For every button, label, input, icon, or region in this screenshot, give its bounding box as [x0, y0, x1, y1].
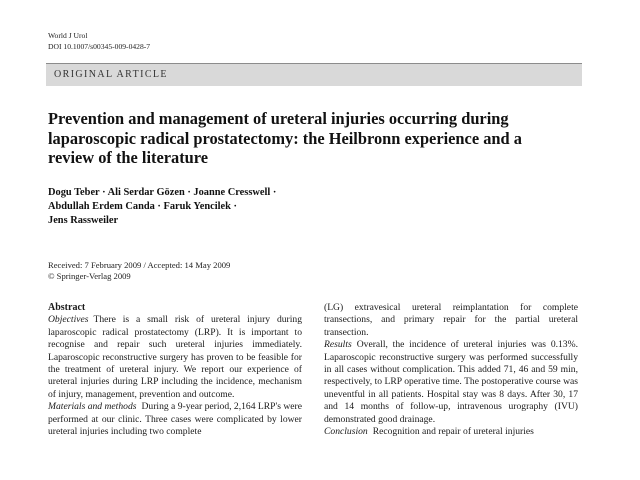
abstract-objectives — [48, 314, 302, 401]
results-label: Results — [324, 339, 352, 351]
objectives-text: There is a small risk of ureteral injury during laparoscopic radical prostatectomy (LRP). It is important to recognise and repair such ureteral injuries immediately. Laparoscopic reconstructive surgery has proven to be feasible for the treatment of ureteral injury. We report our experience of ureteral injuries during LRP including the incidence, mechanism of injury, management, prevention and outcome. — [48, 314, 302, 400]
article-history — [48, 260, 230, 282]
abstract-methods — [48, 401, 302, 438]
abstract-conclusion — [324, 426, 578, 438]
author-list — [48, 186, 408, 228]
methods-label: Materials and methods — [48, 401, 137, 413]
conclusion-text: Recognition and repair of ureteral injuries — [372, 426, 534, 438]
copyright-notice: © Springer-Verlag 2009 — [48, 271, 131, 281]
authors-line-1: Dogu Teber · Ali Serdar Gözen · Joanne Cresswell · — [48, 187, 277, 198]
conclusion-label: Conclusion — [324, 426, 368, 438]
journal-name: World J Urol — [48, 31, 88, 40]
results-text: Overall, the incidence of ureteral injuries was 0.13%. Laparoscopic reconstructive surgery was performed successfully in all cases without complication. This added 71, 46 and 59 min, respectively, to LRP operative time. The postoperative course was uneventful in all patients. Hospital stay was 8 days. After 30, 17 and 14 months of follow-up, intravenous urography (IVU) demonstrated good drainage. — [324, 339, 578, 425]
objectives-label: Objectives — [48, 314, 89, 326]
abstract-results — [324, 339, 578, 426]
journal-doi: DOI 10.1007/s00345-009-0428-7 — [48, 42, 151, 51]
received-accepted-dates: Received: 7 February 2009 / Accepted: 14 May 2009 — [48, 260, 231, 270]
article-title: Prevention and management of ureteral injuries occurring during laparoscopic radical prostatectomy: the Heilbronn experience and a review of the literature — [48, 109, 522, 167]
abstract-column-left — [48, 302, 302, 438]
methods-text: During a 9-year period, 2,164 LRP's were performed at our clinic. Three cases were complicated by lower ureteral injuries including two complete — [48, 401, 303, 438]
journal-meta — [48, 30, 150, 52]
section-label: ORIGINAL ARTICLE — [54, 69, 168, 80]
abstract-heading: Abstract — [48, 302, 86, 313]
authors-line-2: Abdullah Erdem Canda · Faruk Yencilek · — [48, 201, 237, 212]
methods-continuation: (LG) extravesical ureteral reimplantation for complete transections, and primary repair for the partial ureteral transection. — [324, 302, 578, 338]
authors-line-3: Jens Rassweiler — [48, 215, 119, 226]
section-bar — [46, 63, 582, 86]
abstract-column-right — [324, 302, 578, 438]
